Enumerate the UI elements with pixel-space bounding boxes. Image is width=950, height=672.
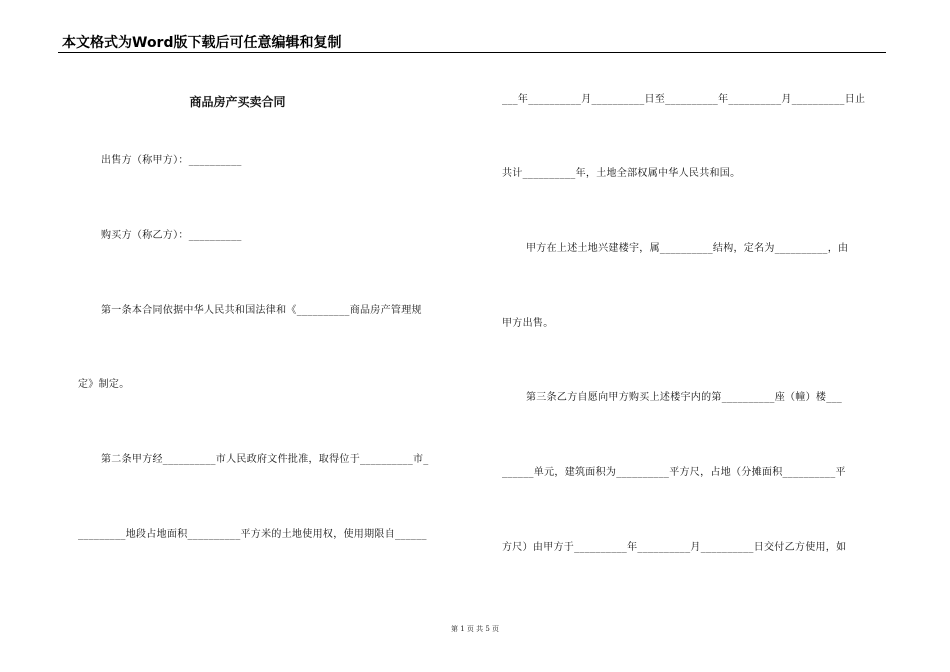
article-two-line: 第二条甲方经__________市人民政府文件批准，取得位于__________市_ xyxy=(101,454,429,465)
building-structure-continuation: 甲方出售。 xyxy=(502,318,554,329)
article-three-line: 第三条乙方自愿向甲方购买上述楼宇内的第__________座（幢）楼___ xyxy=(526,392,843,403)
article-one-line: 第一条本合同依据中华人民共和国法律和《__________商品房产管理规 xyxy=(101,305,422,316)
page-header-title: 本文格式为Word版下载后可任意编辑和复制 xyxy=(62,35,342,51)
term-dates-line: ___年__________月__________日至__________年__________月__________日止 xyxy=(502,94,866,105)
buyer-line: 购买方（称乙方）：__________ xyxy=(101,230,242,241)
seller-line: 出售方（称甲方）：__________ xyxy=(101,155,242,166)
article-three-unit-line: ______单元，建筑面积为__________平方尺，占地（分摊面积__________平 xyxy=(502,467,846,478)
header-divider xyxy=(58,52,886,53)
page-number-footer: 第 1 页 共 5 页 xyxy=(450,625,500,633)
document-title: 商品房产买卖合同 xyxy=(189,95,286,109)
building-structure-line: 甲方在上述土地兴建楼宇，属__________结构，定名为__________，由 xyxy=(526,243,849,254)
article-three-delivery-line: 方尺）由甲方于__________年__________月__________日交付乙方使用，如 xyxy=(502,542,847,553)
term-total-line: 共计__________年，土地全部权属中华人民共和国。 xyxy=(502,168,741,179)
article-one-continuation: 定》制定。 xyxy=(78,379,130,390)
article-two-continuation: _________地段占地面积__________平方米的土地使用权，使用期限自______ xyxy=(78,529,427,540)
